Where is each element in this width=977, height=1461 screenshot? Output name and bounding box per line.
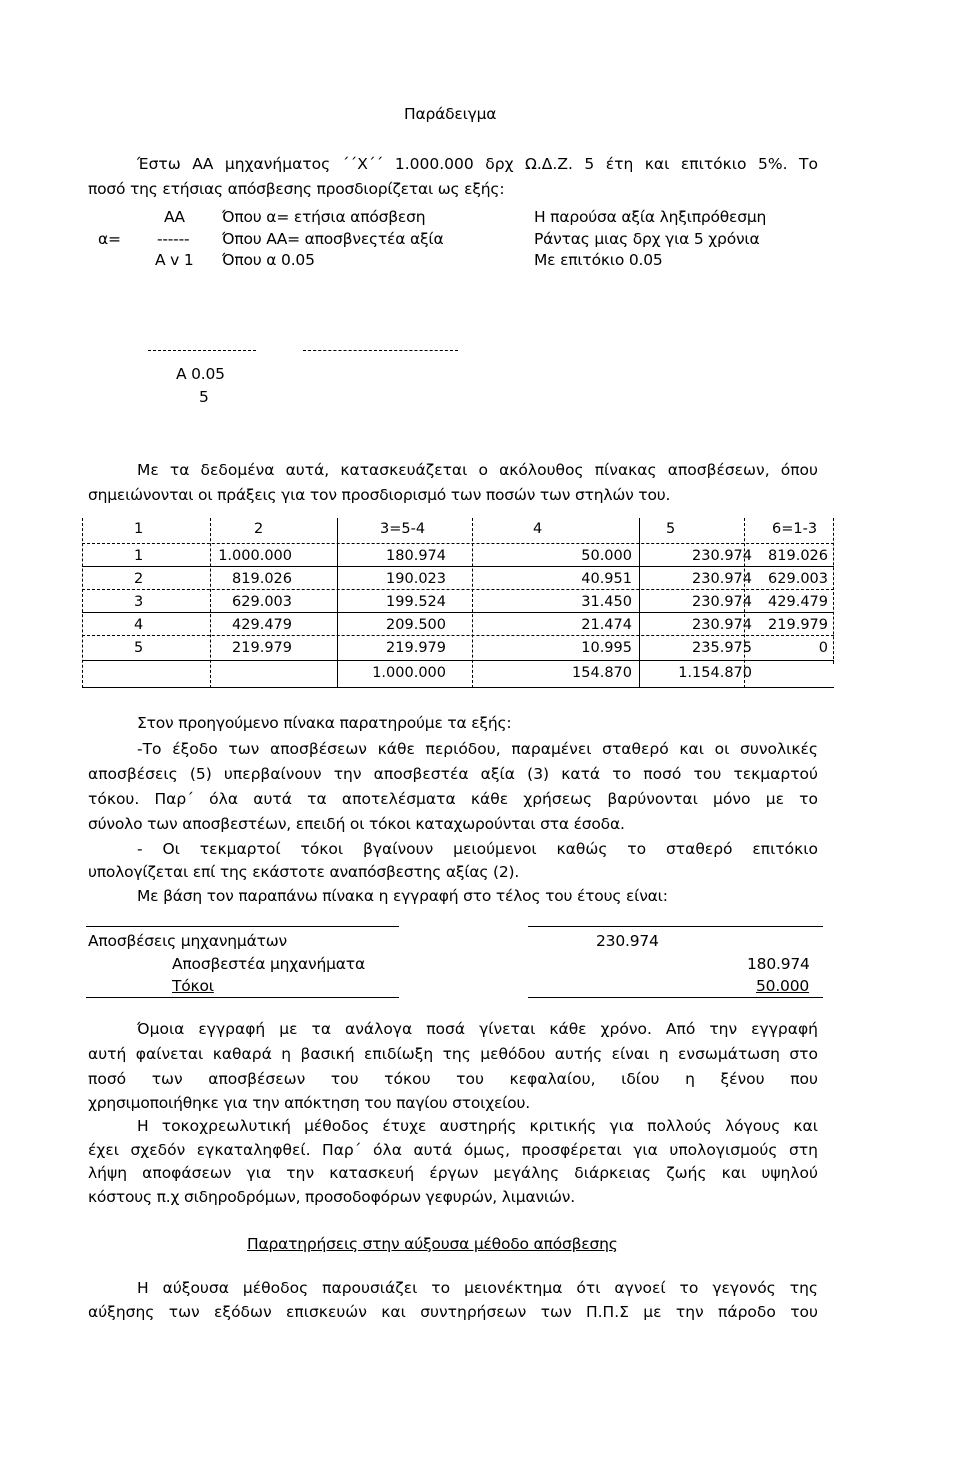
formula-a-eq: α= — [98, 230, 121, 248]
table-rule — [82, 635, 834, 636]
formula-dashes: ------ — [157, 230, 190, 248]
section-line-1: Η αύξουσα μέθοδος παρουσιάζει το μειονέκτημα ότι αγνοεί το γεγονός της — [137, 1279, 818, 1297]
entry-credit1-amount: 180.974 — [747, 955, 810, 973]
conclusion-line-2: αυτή φαίνεται καθαρά η βασική επιδίωξη της μεθόδου αυτής είναι η ενσωμάτωση στο — [88, 1045, 818, 1063]
conclusion-line-3: ποσό των αποσβέσεων του τόκου του κεφαλαίου, ιδίου η ξένου που — [88, 1070, 818, 1088]
formula-opou-a: Όπου α= ετήσια απόσβεση — [222, 208, 426, 226]
section-line-2: αύξησης των εξόδων επισκευών και συντηρήσεων των Π.Π.Σ με την πάροδο του — [88, 1303, 818, 1321]
table-rule — [82, 660, 834, 661]
table-cell: 230.974 — [692, 594, 752, 610]
conclusion-line-8: κόστους π.χ σιδηροδρόμων, προσοδοφόρων γεφυρών, λιμανιών. — [88, 1188, 575, 1206]
table-cell: 429.479 — [232, 617, 292, 633]
table-totals-row — [82, 664, 834, 686]
table-rule — [833, 518, 834, 664]
table-rule — [639, 518, 640, 688]
header-cell: 5 — [666, 521, 676, 537]
conclusion-line-6: έχει σχεδόν εγκαταληφθεί. Παρ΄ όλα αυτά όμως, προσφέρεται για υπολογισμούς στη — [88, 1141, 818, 1159]
table-intro-line-1: Με τα δεδομένα αυτά, κατασκευάζεται ο ακόλουθος πίνακας αποσβέσεων, όπου — [137, 461, 818, 479]
table-rule — [82, 543, 834, 544]
formula-pv-title: Η παρούσα αξία ληξιπρόθεσμη — [534, 208, 767, 226]
table-cell: 819.026 — [768, 548, 828, 564]
table-rule — [82, 566, 834, 567]
table-cell: 40.951 — [581, 571, 632, 587]
table-cell: 629.003 — [768, 571, 828, 587]
table-rule — [82, 687, 834, 688]
table-cell: 629.003 — [232, 594, 292, 610]
conclusion-line-7: λήψη αποφάσεων για την κατασκευή έργων μεγάλης διάρκειας ζωής και υψηλού — [88, 1164, 818, 1182]
table-cell: 199.524 — [386, 594, 446, 610]
header-cell: 1 — [134, 521, 144, 537]
conclusion-line-1: Όμοια εγγραφή με τα ανάλογα ποσά γίνεται κάθε χρόνο. Από την εγγραφή — [137, 1020, 818, 1038]
observations-line-8: Με βάση τον παραπάνω πίνακα η εγγραφή στο τέλος του έτους είναι: — [137, 887, 668, 905]
conclusion-line-4: χρησιμοποιήθηκε για την απόκτηση του παγίου στοιχείου. — [88, 1094, 530, 1112]
formula-opou-aa: Όπου ΑΑ= αποσβνεςτέα αξία — [222, 230, 444, 248]
entry-rule-right-bottom — [528, 997, 823, 998]
intro-line-1: Έστω ΑΑ μηχανήματος ΄΄Χ΄΄ 1.000.000 δρχ Ω.Δ.Ζ. 5 έτη και επιτόκιο 5%. Το — [137, 155, 818, 173]
entry-credit2-amount: 50.000 — [756, 977, 810, 995]
table-cell: 1.000.000 — [218, 548, 292, 564]
observations-line-1: Στον προηγούμενο πίνακα παρατηρούμε τα εξής: — [137, 714, 512, 732]
table-cell: 429.479 — [768, 594, 828, 610]
formula-rantas: Ράντας μιας δρχ για 5 χρόνια — [534, 230, 760, 248]
observations-line-3: αποσβέσεις (5) υπερβαίνουν την αποσβεστέα αξία (3) κατά το ποσό του τεκμαρτού — [88, 765, 818, 783]
table-cell: 230.974 — [692, 571, 752, 587]
table-cell: 4 — [134, 617, 144, 633]
table-cell: 31.450 — [581, 594, 632, 610]
formula-opou-a-005: Όπου α 0.05 — [222, 251, 315, 269]
entry-credit2-label: Τόκοι — [172, 977, 214, 995]
table-cell: 209.500 — [386, 617, 446, 633]
observations-line-5: σύνολο των αποσβεστέων, επειδή οι τόκοι καταχωρούνται στα έσοδα. — [88, 815, 625, 833]
entry-rule-left-bottom — [86, 997, 399, 998]
formula-a-005: Α 0.05 — [176, 365, 225, 383]
table-cell: 219.979 — [768, 617, 828, 633]
formula-me-epitokio: Με επιτόκιο 0.05 — [534, 251, 663, 269]
section-heading: Παρατηρήσεις στην αύξουσα μέθοδο απόσβεσης — [247, 1235, 618, 1253]
entry-credit1-label: Αποσβεστέα μηχανήματα — [172, 955, 365, 973]
entry-rule-right — [528, 926, 823, 927]
table-row — [82, 639, 834, 661]
table-cell: 5 — [134, 640, 144, 656]
observations-line-6: - Οι τεκμαρτοί τόκοι βγαίνουν μειούμενοι καθώς το σταθερό επιτόκιο — [137, 840, 818, 858]
table-cell: 1 — [134, 548, 144, 564]
table-cell: 190.023 — [386, 571, 446, 587]
table-cell: 230.974 — [692, 548, 752, 564]
table-rule — [472, 518, 473, 688]
formula-a-v-1: A v 1 — [155, 251, 194, 269]
table-cell: 235.975 — [692, 640, 752, 656]
entry-rule-left — [86, 926, 399, 927]
table-cell: 230.974 — [692, 617, 752, 633]
formula-aa: ΑΑ — [164, 208, 185, 226]
table-cell: 819.026 — [232, 571, 292, 587]
conclusion-line-5: Η τοκοχρεωλυτική μέθοδος έτυχε αυστηρής κριτικής για πολλούς λόγους και — [137, 1117, 818, 1135]
header-cell: 2 — [254, 521, 264, 537]
header-cell: 6=1-3 — [772, 521, 818, 537]
table-cell: 219.979 — [386, 640, 446, 656]
total-cell: 154.870 — [572, 665, 632, 681]
table-rule — [82, 612, 834, 613]
table-cell: 0 — [818, 640, 828, 656]
table-cell: 3 — [134, 594, 144, 610]
intro-line-2: ποσό της ετήσιας απόσβεσης προσδιορίζεται ως εξής: — [88, 180, 505, 198]
entry-debit-label: Αποσβέσεις μηχανημάτων — [88, 932, 287, 950]
formula-five: 5 — [199, 388, 209, 406]
table-rule — [744, 518, 745, 688]
total-cell: 1.154.870 — [678, 665, 752, 681]
table-header-row — [82, 520, 834, 542]
table-intro-line-2: σημειώνονται οι πράξεις για τον προσδιορισμό των ποσών των στηλών του. — [88, 486, 671, 504]
table-cell: 10.995 — [581, 640, 632, 656]
observations-line-4: τόκου. Παρ΄ όλα αυτά τα αποτελέσματα κάθε χρήσεως βαρύνονται μόνο με το — [88, 790, 818, 808]
fraction-line-left — [148, 350, 256, 351]
total-cell: 1.000.000 — [372, 665, 446, 681]
observations-line-2: -Το έξοδο των αποσβέσεων κάθε περιόδου, παραμένει σταθερό και οι συνολικές — [137, 740, 818, 758]
header-cell: 4 — [533, 521, 543, 537]
table-cell: 2 — [134, 571, 144, 587]
table-cell: 50.000 — [581, 548, 632, 564]
table-rule — [82, 589, 834, 590]
table-cell: 180.974 — [386, 548, 446, 564]
observations-line-7: υπολογίζεται επί της εκάστοτε αναπόσβεστης αξίας (2). — [88, 863, 520, 881]
table-rule — [337, 518, 338, 688]
entry-debit-amount: 230.974 — [596, 932, 659, 950]
page-title: Παράδειγμα — [404, 105, 497, 123]
table-rule — [210, 518, 211, 688]
table-cell: 219.979 — [232, 640, 292, 656]
table-rule — [82, 518, 83, 688]
table-cell: 21.474 — [581, 617, 632, 633]
header-cell: 3=5-4 — [380, 521, 426, 537]
fraction-line-right — [303, 350, 458, 351]
